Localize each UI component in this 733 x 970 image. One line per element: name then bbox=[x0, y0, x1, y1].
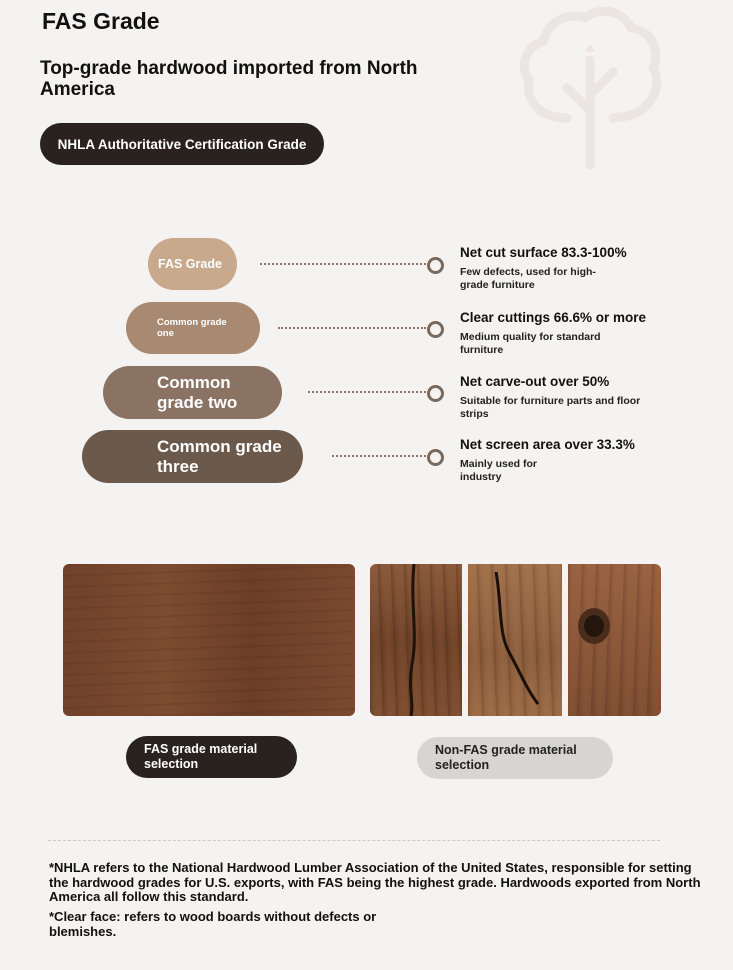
fas-wood-sample-image bbox=[63, 564, 355, 716]
grade-description: Medium quality for standard furniture bbox=[460, 331, 601, 356]
grade-pill-fas bbox=[148, 238, 237, 290]
wood-plank bbox=[568, 564, 661, 716]
non-fas-wood-sample-image bbox=[370, 564, 661, 716]
grade-heading: Net screen area over 33.3% bbox=[460, 437, 635, 452]
grade-heading: Net carve-out over 50% bbox=[460, 374, 610, 389]
fas-material-label bbox=[126, 736, 297, 778]
nhla-footnote: *NHLA refers to the National Hardwood Lumber Association of the United States, responsible for setting the hardwood grades for U.S. exports, with FAS being the highest grade. Hardwoods exported from North America all follow this standard. bbox=[49, 860, 701, 904]
grade-pill-common-two bbox=[103, 366, 282, 419]
non-fas-material-label bbox=[417, 737, 613, 779]
knot-mark bbox=[568, 564, 661, 716]
grade-marker bbox=[427, 385, 444, 402]
grade-marker bbox=[427, 321, 444, 338]
fas-material-label-text: FAS grade material selection bbox=[144, 742, 258, 771]
connector-dots bbox=[332, 455, 426, 457]
tree-icon bbox=[515, 0, 665, 170]
grade-heading: Net cut surface 83.3-100% bbox=[460, 245, 627, 260]
page-subtitle: Top-grade hardwood imported from North America bbox=[40, 58, 418, 100]
grade-pill-common-one bbox=[126, 302, 260, 354]
non-fas-material-label-text: Non-FAS grade material selection bbox=[435, 743, 577, 772]
divider bbox=[48, 840, 660, 841]
grade-description: Mainly used for industry bbox=[460, 458, 538, 483]
crack-mark bbox=[468, 564, 562, 716]
connector-dots bbox=[278, 327, 426, 329]
grade-name: Common grade three bbox=[157, 436, 282, 476]
page-title: FAS Grade bbox=[42, 8, 160, 34]
clear-face-footnote: *Clear face: refers to wood boards without defects or blemishes. bbox=[49, 909, 377, 939]
grade-pill-common-three bbox=[82, 430, 303, 483]
grade-marker bbox=[427, 257, 444, 274]
grade-description: Few defects, used for high-grade furniture bbox=[460, 266, 596, 291]
certification-badge: NHLA Authoritative Certification Grade bbox=[40, 123, 324, 165]
wood-plank bbox=[468, 564, 562, 716]
grade-name: Common grade two bbox=[157, 372, 238, 412]
grade-description: Suitable for furniture parts and floor strips bbox=[460, 395, 641, 420]
connector-dots bbox=[260, 263, 426, 265]
crack-mark bbox=[370, 564, 462, 716]
wood-plank bbox=[370, 564, 462, 716]
connector-dots bbox=[308, 391, 426, 393]
grade-name: FAS Grade bbox=[158, 257, 222, 271]
grade-name: Common grade one bbox=[157, 317, 227, 339]
grade-heading: Clear cuttings 66.6% or more bbox=[460, 310, 647, 325]
grade-marker bbox=[427, 449, 444, 466]
